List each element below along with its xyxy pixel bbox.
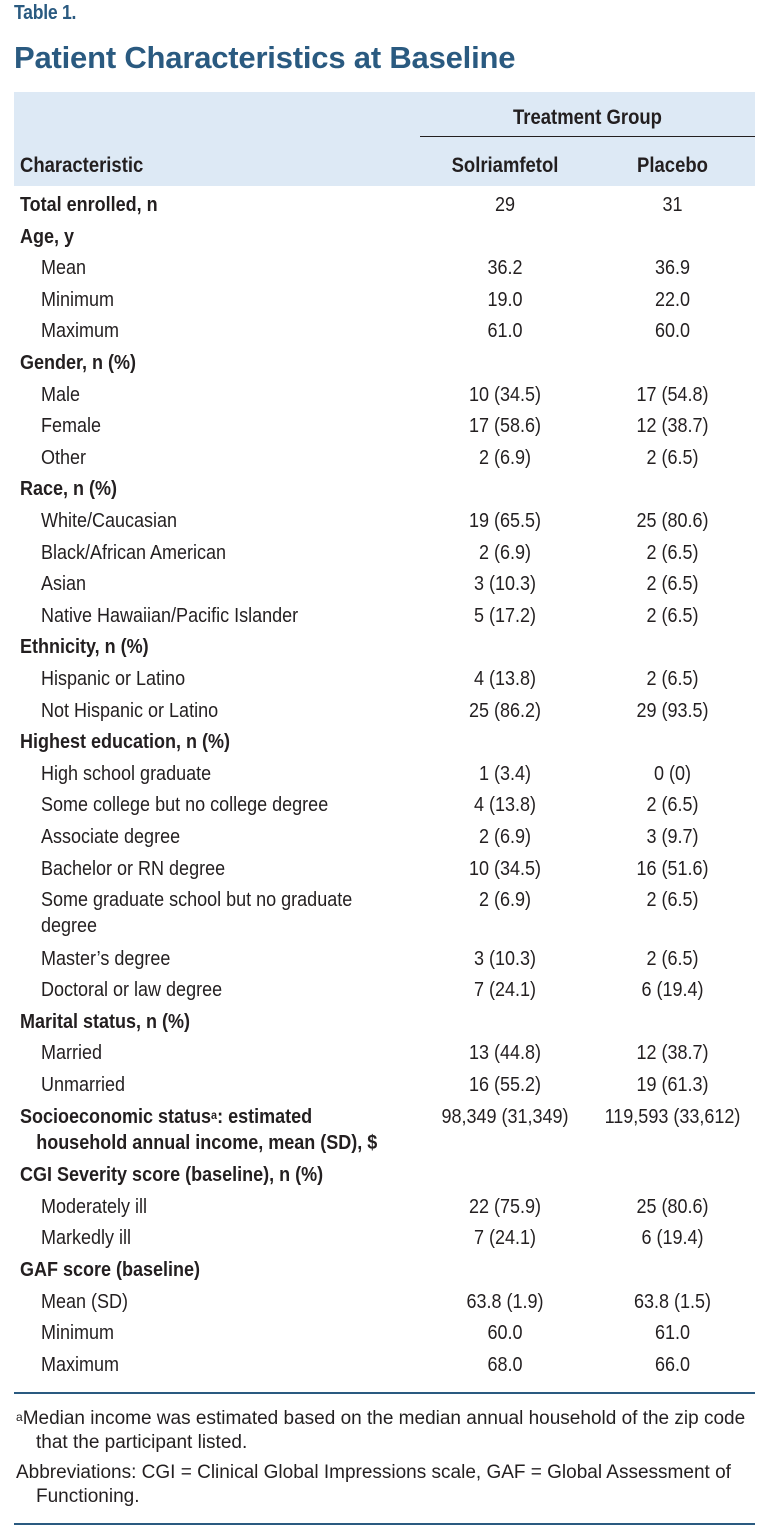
- solriamfetol-value: 3 (10.3): [473, 573, 537, 596]
- solriamfetol-value: 10 (34.5): [468, 383, 542, 406]
- row-label: Unmarried: [41, 1074, 126, 1097]
- row-label: Moderately ill: [41, 1195, 148, 1218]
- solriamfetol-value: 25 (86.2): [468, 699, 542, 722]
- row-label: CGI Severity score (baseline), n (%): [20, 1164, 324, 1187]
- solriamfetol-value: 1 (3.4): [478, 762, 532, 785]
- solriamfetol-value: 2 (6.9): [478, 826, 532, 848]
- solriamfetol-value: 3 (10.3): [473, 947, 537, 970]
- row-label: Mean: [41, 257, 87, 280]
- solriamfetol-value: 19.0: [487, 288, 523, 311]
- baseline-table: [14, 92, 755, 1376]
- placebo-value: 25 (80.6): [636, 510, 709, 532]
- placebo-value: 61.0: [654, 1322, 691, 1345]
- solriamfetol-value: 17 (58.6): [468, 415, 542, 438]
- row-label: Male: [41, 383, 81, 406]
- solriamfetol-value: 2 (6.9): [478, 446, 532, 469]
- row-label: High school graduate: [41, 762, 212, 785]
- row-label: Not Hispanic or Latino: [41, 699, 219, 722]
- solriamfetol-value: 10 (34.5): [468, 857, 542, 880]
- row-label-continuation: degree: [41, 915, 98, 938]
- placebo-value: 22.0: [654, 288, 691, 311]
- placebo-value: 2 (6.5): [646, 446, 699, 469]
- solriamfetol-value: 7 (24.1): [473, 979, 537, 1002]
- row-label: Gender, n (%): [20, 352, 137, 374]
- row-label: Minimum: [41, 1322, 115, 1345]
- solriamfetol-value: 60.0: [487, 1322, 523, 1345]
- placebo-value: 2 (6.5): [646, 573, 699, 596]
- placebo-value: 29 (93.5): [636, 699, 709, 722]
- solriamfetol-value: 7 (24.1): [473, 1227, 537, 1250]
- row-label: Doctoral or law degree: [41, 979, 223, 1002]
- row-label: Bachelor or RN degree: [41, 857, 226, 880]
- placebo-value: 119,593 (33,612): [604, 1105, 741, 1128]
- placebo-value: 12 (38.7): [636, 1042, 709, 1065]
- placebo-value: 2 (6.5): [646, 668, 699, 690]
- placebo-value: 19 (61.3): [636, 1074, 709, 1097]
- row-label: Maximum: [41, 320, 120, 343]
- footnote-a: [16, 1407, 746, 1455]
- placebo-value: 16 (51.6): [636, 857, 709, 880]
- row-label: Age, y: [20, 225, 75, 248]
- row-label: White/Caucasian: [41, 510, 178, 532]
- row-label: GAF score (baseline): [20, 1258, 201, 1281]
- solriamfetol-value: 61.0: [487, 320, 523, 343]
- solriamfetol-value: 16 (55.2): [468, 1074, 542, 1097]
- row-label: Total enrolled, n: [20, 194, 158, 216]
- row-label: Other: [41, 446, 87, 469]
- row-label: Master’s degree: [41, 947, 171, 970]
- solriamfetol-value: 68.0: [487, 1353, 523, 1376]
- solriamfetol-value: 63.8 (1.9): [466, 1290, 544, 1313]
- solriamfetol-value: 2 (6.9): [478, 889, 532, 912]
- placebo-value: 2 (6.5): [646, 947, 699, 970]
- row-label: Some college but no college degree: [41, 794, 329, 817]
- placebo-value: 63.8 (1.5): [633, 1290, 712, 1313]
- row-label: Associate degree: [41, 826, 181, 848]
- table-bottom-rule: [14, 1392, 755, 1394]
- placebo-value: 2 (6.5): [646, 794, 699, 817]
- placebo-header: Placebo: [637, 154, 708, 177]
- footnote-a-marker: a: [16, 1410, 23, 1424]
- solriamfetol-value: 19 (65.5): [468, 510, 542, 532]
- placebo-value: 2 (6.5): [646, 541, 699, 564]
- row-label: Marital status, n (%): [20, 1010, 191, 1033]
- row-label: Female: [41, 415, 102, 438]
- placebo-value: 25 (80.6): [636, 1195, 709, 1218]
- characteristic-header: Characteristic: [20, 154, 144, 177]
- solriamfetol-value: 2 (6.9): [478, 541, 532, 564]
- placebo-value: 2 (6.5): [646, 604, 699, 627]
- solriamfetol-value: 98,349 (31,349): [441, 1105, 569, 1128]
- row-label: Maximum: [41, 1353, 120, 1376]
- table-title: Patient Characteristics at Baseline: [14, 40, 516, 75]
- footer-rule: [14, 1523, 755, 1525]
- placebo-value: 0 (0): [653, 762, 692, 785]
- placebo-value: 36.9: [654, 257, 691, 280]
- footnotes: [16, 1407, 746, 1515]
- row-label: Hispanic or Latino: [41, 668, 186, 690]
- placebo-value: 6 (19.4): [641, 979, 704, 1002]
- row-label: Married: [41, 1042, 103, 1065]
- row-label: Black/African American: [41, 541, 227, 564]
- solriamfetol-header: Solriamfetol: [451, 154, 559, 177]
- row-label: Asian: [41, 573, 87, 596]
- row-label: Socioeconomic status$^a$: estimated: [20, 1105, 313, 1128]
- table-header: [14, 92, 755, 186]
- placebo-value: 60.0: [654, 320, 691, 343]
- solriamfetol-value: 4 (13.8): [473, 794, 537, 817]
- solriamfetol-value: 22 (75.9): [468, 1195, 542, 1218]
- placebo-value: 2 (6.5): [646, 889, 699, 912]
- placebo-value: 31: [662, 194, 683, 216]
- table-label: Table 1.: [14, 2, 77, 24]
- treatment-group-header: Treatment Group: [513, 106, 662, 129]
- solriamfetol-value: 5 (17.2): [473, 604, 537, 627]
- row-label: Native Hawaiian/Pacific Islander: [41, 604, 299, 627]
- row-label: Ethnicity, n (%): [20, 636, 149, 659]
- solriamfetol-value: 36.2: [487, 257, 523, 280]
- row-label: Highest education, n (%): [20, 731, 231, 754]
- row-label-continuation: household annual income, mean (SD), $: [36, 1131, 378, 1154]
- solriamfetol-value: 29: [494, 194, 516, 216]
- placebo-value: 66.0: [654, 1353, 691, 1376]
- footnote-abbreviations: Abbreviations: CGI = Clinical Global Impressions scale, GAF = Global Assessment of Functioning.: [16, 1462, 731, 1507]
- solriamfetol-value: 13 (44.8): [468, 1042, 542, 1065]
- solriamfetol-value: 4 (13.8): [473, 668, 537, 690]
- row-label: Mean (SD): [41, 1290, 129, 1313]
- treatment-group-rule: [420, 136, 755, 137]
- placebo-value: 17 (54.8): [636, 383, 709, 406]
- row-label: Markedly ill: [41, 1227, 132, 1250]
- row-label: Race, n (%): [20, 478, 118, 501]
- placebo-value: 3 (9.7): [646, 826, 699, 848]
- footnote-a-text: Median income was estimated based on the median annual household of the zip code that the participant listed.: [22, 1408, 746, 1453]
- row-label: Minimum: [41, 288, 115, 311]
- placebo-value: 12 (38.7): [636, 415, 709, 438]
- row-label: Some graduate school but no graduate: [41, 889, 353, 912]
- placebo-value: 6 (19.4): [641, 1227, 704, 1250]
